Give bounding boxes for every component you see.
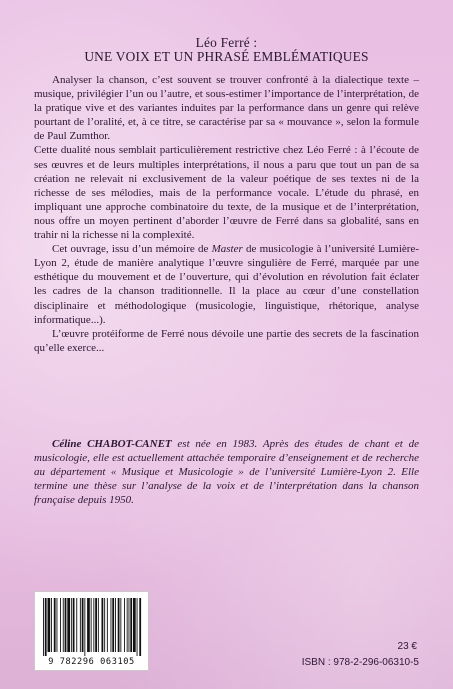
barcode-bar <box>130 598 132 652</box>
barcode-bar <box>73 598 75 652</box>
barcode-bar <box>43 598 44 656</box>
barcode-bar <box>48 598 51 652</box>
barcode-bar <box>67 598 70 652</box>
barcode-bar <box>118 598 120 652</box>
barcode-bar <box>65 598 67 652</box>
author-name: Céline CHABOT-CANET <box>52 438 172 450</box>
blurb-paragraph-2: Cette dualité nous semblait particulièrement restrictive chez Léo Ferré : à l’écoute de ses œuvres et de leurs multiples interprétations, il nous a paru que tout un pan de sa création ne relevait ni exclusivement de la valeur poétique de ses textes ni de la richesse de ses mélodies, mais de la performance vocale. L’étude du phrasé, en impliquant une approche combinatoire du texte, de la musique et de l’interprétation, nous offre un moyen pertinent d’aborder l’œuvre de Ferré dans sa globalité, sans en trahir ni la richesse ni la complexité. <box>34 144 419 242</box>
barcode-bar <box>104 598 105 652</box>
blurb-p3-before: Cet ouvrage, issu d’un mémoire de <box>52 243 212 256</box>
barcode-bar <box>111 598 112 652</box>
barcode-bar <box>107 598 108 652</box>
barcode-bar <box>63 598 64 652</box>
title-line-subtitle: UNE VOIX ET UN PHRASÉ EMBLÉMATIQUES <box>84 49 369 64</box>
barcode-bar <box>129 598 130 652</box>
barcode-bar <box>84 598 85 656</box>
blurb-p3-after: de musicologie à l’université Lumière-Lyon 2, étude de manière analytique l’œuvre singulière de Ferré, marquée par une esthétique du mouvement et de l’ouverture, qui d’évolution en révolution fait éclater les cadres de la chanson traditionnelle. Il la place au cœur d’une constellation disciplinaire et méthodologique (musicologie, linguistique, rhétorique, analyse informatique...). <box>34 243 419 326</box>
barcode-digits: 9 782296 063105 <box>48 657 135 667</box>
price: 23 € <box>397 641 417 652</box>
barcode-bar <box>133 598 136 652</box>
barcode-bar <box>54 598 56 652</box>
isbn: ISBN : 978-2-296-06310-5 <box>301 657 419 668</box>
blurb <box>34 73 419 355</box>
barcode-bars <box>35 592 148 658</box>
barcode-bar <box>102 598 104 652</box>
barcode-bar <box>45 598 47 656</box>
barcode-bar <box>57 598 58 652</box>
barcode-bar <box>93 598 94 652</box>
barcode-bar <box>115 598 116 652</box>
barcode-bar <box>51 598 52 652</box>
barcode-bar <box>60 598 61 652</box>
barcode-bar <box>127 598 128 652</box>
barcode-bar <box>91 598 92 652</box>
barcode-bar <box>139 598 141 656</box>
blurb-paragraph-1: Analyser la chanson, c’est souvent se trouver confronté à la dialectique texte – musique, privilégier l’un ou l’autre, et sous-estimer l’importance de l’interprétation, de la pratique vive et des variantes induites par la performance dans un genre qui relève pourtant de l’oralité, et, à ce titre, se caractérise par sa « mouvance », selon la formule de Paul Zumthor. <box>34 74 419 143</box>
barcode-bar <box>87 598 90 652</box>
barcode-bar <box>112 598 114 652</box>
barcode-bar <box>82 598 84 652</box>
book-title <box>0 36 453 64</box>
barcode-bar <box>76 598 77 652</box>
author-bio <box>34 437 419 507</box>
barcode <box>34 591 149 671</box>
barcode-bar <box>124 598 125 652</box>
barcode-bar <box>98 598 99 652</box>
barcode-bar <box>80 598 81 652</box>
title-line-author: Léo Ferré : <box>195 35 258 50</box>
barcode-bar <box>95 598 97 652</box>
blurb-paragraph-4: L’œuvre protéiforme de Ferré nous dévoile une partie des secrets de la fascination qu’elle exerce... <box>34 327 419 354</box>
barcode-bar <box>120 598 121 652</box>
blurb-paragraph-3 <box>34 242 419 327</box>
blurb-p3-emphasis: Master <box>211 243 243 256</box>
barcode-bar <box>137 598 138 656</box>
barcode-bar <box>71 598 72 652</box>
author-bio-text: est née en 1983. Après des études de chant et de musicologie, elle est actuellement attachée temporaire d’enseignement et de recherche au département « Musique et Musicologie » de l’université Lumière-Lyon 2. Elle termine une thèse sur l’analyse de la voix et de l’interprétation dans la chanson française depuis 1950. <box>34 438 419 507</box>
